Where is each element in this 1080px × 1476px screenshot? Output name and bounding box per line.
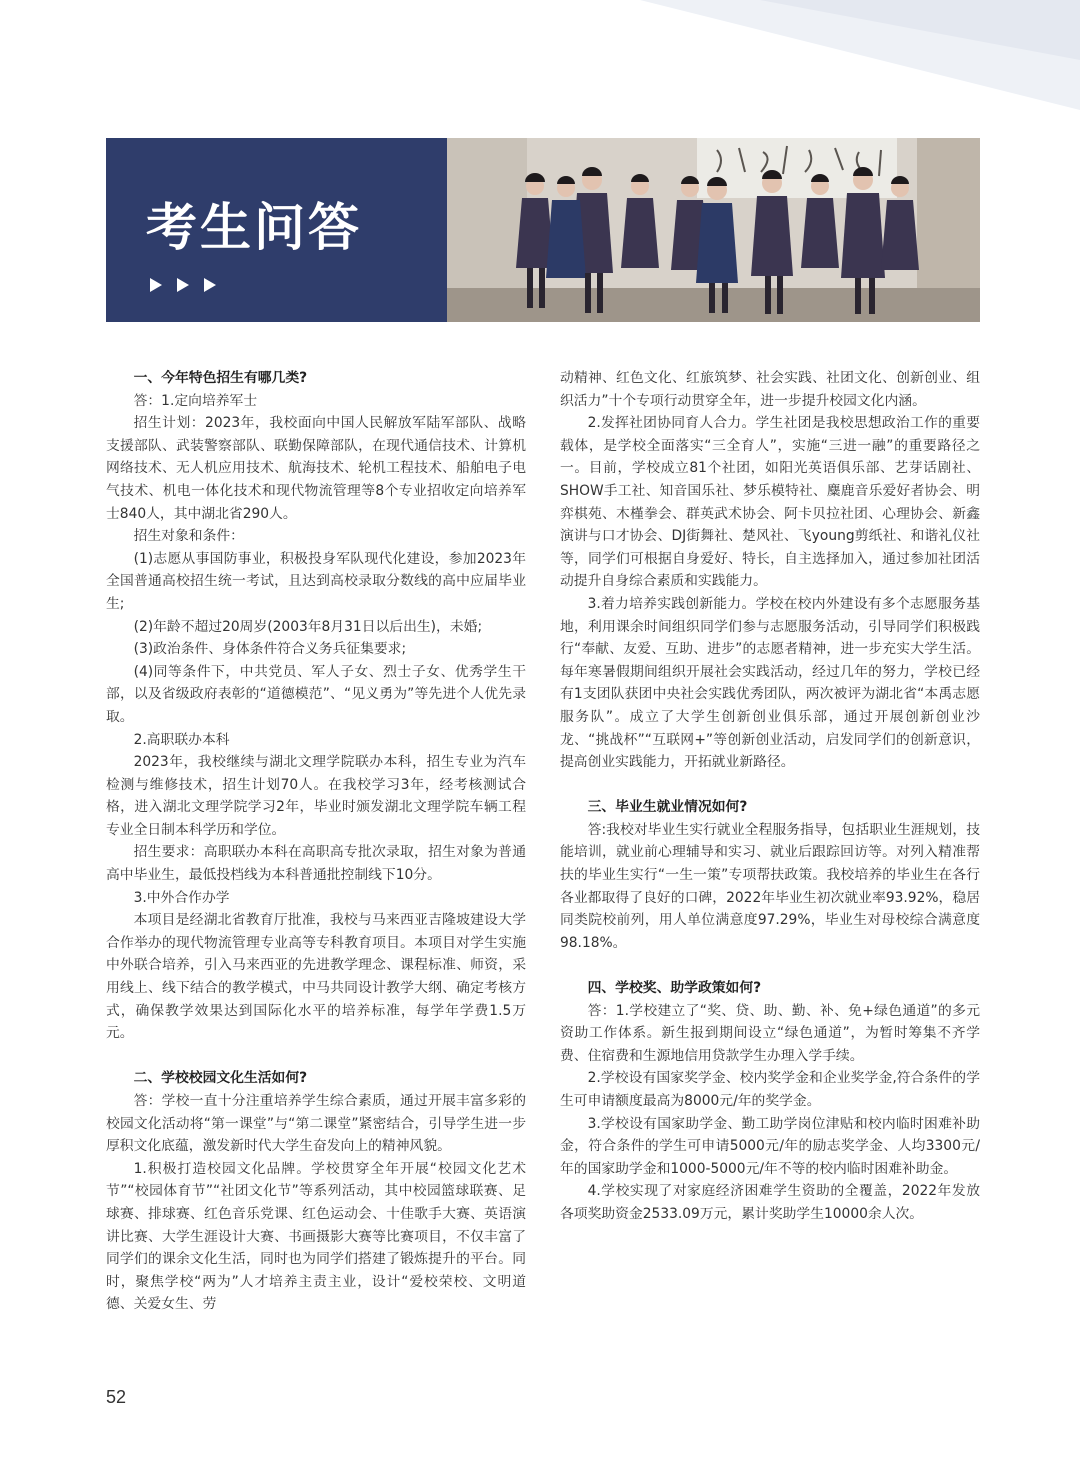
paragraph: (1)志愿从事国防事业，积极投身军队现代化建设，参加2023年全国普通高校招生统一考试，且达到高校录取分数线的高中应届毕业生; xyxy=(106,550,526,612)
paragraph: (2)年龄不超过20周岁(2003年8月31日以后出生)，未婚; xyxy=(133,618,483,635)
paragraph: 本项目是经湖北省教育厅批准，我校与马来西亚吉隆坡建设大学合作举办的现代物流管理专业高等专科教育项目。本项目对学生实施中外联合培养，引入马来西亚的先进教学理念、课程标准、师资，采用线上、线下结合的教学模式，中马共同设计教学大纲、确定考核方式，确保教学效果达到国际化水平的培养标准，每学年学费1.5万元。 xyxy=(106,912,526,1042)
paragraph: 2.学校设有国家奖学金、校内奖学金和企业奖学金,符合条件的学生可申请额度最高为8000元/年的奖学金。 xyxy=(560,1070,980,1109)
spacer xyxy=(106,1045,526,1068)
paragraph: 3.着力培养实践创新能力。学校在校内外建设有多个志愿服务基地，利用课余时间组织同学们参与志愿服务活动，引导同学们积极践行“奉献、友爱、互助、进步”的志愿者精神，进一步充实大学生活。每年寒暑假期间组织开展社会实践活动，经过几年的努力，学校已经有1支团队获团中央社会实践优秀团队，两次被评为湖北省“本禹志愿服务队”。成立了大学生创新创业俱乐部，通过开展创新创业沙龙、“挑战杯”“互联网+”等创新创业活动，启发同学们的创新意识，提高创业实践能力，开拓就业新路径。 xyxy=(560,595,980,771)
left-text-column xyxy=(106,367,526,1316)
spacer xyxy=(560,954,980,977)
paragraph: 2.发挥社团协同育人合力。学生社团是我校思想政治工作的重要载体，是学校全面落实“三全育人”，实施“三进一融”的重要路径之一。目前，学校成立81个社团，如阳光英语俱乐部、艺芽话剧社、SHOW手工社、知音国乐社、梦乐模特社、麋鹿音乐爱好者协会、明弈棋苑、木槿拳会、群英武术协会、阿卡贝拉社团、心理协会、新鑫演讲与口才协会、DJ街舞社、楚风社、飞young剪纸社、和谐礼仪社等，同学们可根据自身爱好、特长，自主选择加入，通过参加社团活动提升自身综合素质和实践能力。 xyxy=(560,415,980,590)
paragraph: 招生要求：高职联办本科在高职高专批次录取，招生对象为普通高中毕业生，最低投档线为本科普通批控制线下10分。 xyxy=(106,844,526,884)
page-title: 考生问答 xyxy=(146,199,363,258)
paragraph: 招生计划：2023年，我校面向中国人民解放军陆军部队、战略支援部队、武装警察部队、联勤保障部队，在现代通信技术、计算机网络技术、无人机应用技术、航海技术、轮机工程技术、船舶电子电气技术、机电一体化技术和现代物流管理等8个专业招收定向培养军士840人，其中湖北省290人。 xyxy=(106,415,526,522)
paragraph: 2.高职联办本科 xyxy=(133,731,230,748)
arrow-right-icon xyxy=(204,278,216,292)
paragraph: 1.积极打造校园文化品牌。学校贯穿全年开展“校园文化艺术节”“校园体育节”“社团文化节”等系列活动，其中校园篮球联赛、足球赛、排球赛、红色音乐党课、红色运动会、十佳歌手大赛、英语演讲比赛、大学生涯设计大赛、书画摄影大赛等比赛项目，不仅丰富了同学们的课余文化生活，同时也为同学们搭建了锻炼提升的平台。同时，聚焦学校“两为”人才培养主责主业，设计“爱校荣校、文明道德、关爱女生、劳 xyxy=(106,1160,526,1313)
section-heading: 一、今年特色招生有哪几类? xyxy=(133,370,308,386)
section-heading: 四、学校奖、助学政策如何? xyxy=(587,980,762,997)
page-number: 52 xyxy=(106,1387,127,1407)
arrow-right-icon xyxy=(177,278,189,292)
background-decoration xyxy=(0,0,1080,130)
paragraph: 动精神、红色文化、红旅筑梦、社会实践、社团文化、创新创业、组织活力”十个专项行动贯穿全年，进一步提升校园文化内涵。 xyxy=(560,370,980,409)
header-banner xyxy=(106,138,980,322)
paragraph: 3.中外合作办学 xyxy=(133,889,230,906)
paragraph: (3)政治条件、身体条件符合义务兵征集要求; xyxy=(133,641,407,658)
paragraph: (4)同等条件下，中共党员、军人子女、烈士子女、优秀学生干部，以及省级政府表彰的“道德模范”、“见义勇为”等先进个人优先录取。 xyxy=(106,663,526,725)
title-block xyxy=(106,138,447,322)
spacer xyxy=(560,774,980,797)
paragraph: 答：1.学校建立了“奖、贷、助、勤、补、免+绿色通道”的多元资助工作体系。新生报到期间设立“绿色通道”，为暂时筹集不齐学费、住宿费和生源地信用贷款学生办理入学手续。 xyxy=(560,1002,980,1064)
paragraph: 招生对象和条件： xyxy=(133,528,244,545)
section-heading: 二、学校校园文化生活如何? xyxy=(133,1070,308,1087)
arrow-right-icon xyxy=(150,278,162,292)
paragraph: 2023年，我校继续与湖北文理学院联办本科，招生专业为汽车检测与维修技术，招生计划70人。在我校学习3年，经考核测试合格，进入湖北文理学院学习2年，毕业时颁发湖北文理学院车辆工程专业全日制本科学历和学位。 xyxy=(106,754,526,838)
paragraph: 4.学校实现了对家庭经济困难学生资助的全覆盖，2022年发放各项奖助资金2533.09万元，累计奖助学生10000余人次。 xyxy=(560,1183,980,1222)
right-text-column xyxy=(560,367,980,1226)
paragraph: 答：学校一直十分注重培养学生综合素质，通过开展丰富多彩的校园文化活动将“第一课堂”与“第二课堂”紧密结合，引导学生进一步厚积文化底蕴，激发新时代大学生奋发向上的精神风貌。 xyxy=(106,1093,526,1155)
arrow-icons xyxy=(148,273,228,297)
header-photo xyxy=(447,138,980,322)
paragraph: 答:我校对毕业生实行就业全程服务指导，包括职业生涯规划，技能培训，就业前心理辅导和实习、就业后跟踪回访等。对列入精准帮扶的毕业生实行“一生一策”专项帮扶政策。我校培养的毕业生在各行各业都取得了良好的口碑，2022年毕业生初次就业率93.92%，稳居同类院校前列，用人单位满意度97.29%，毕业生对母校综合满意度98.18%。 xyxy=(560,821,980,951)
paragraph: 答：1.定向培养军士 xyxy=(133,392,258,409)
paragraph: 3.学校设有国家助学金、勤工助学岗位津贴和校内临时困难补助金，符合条件的学生可申请5000元/年的励志奖学金、人均3300元/年的国家助学金和1000-5000元/年不等的校内临时困难补助金。 xyxy=(560,1115,980,1177)
section-heading: 三、毕业生就业情况如何? xyxy=(587,799,748,816)
